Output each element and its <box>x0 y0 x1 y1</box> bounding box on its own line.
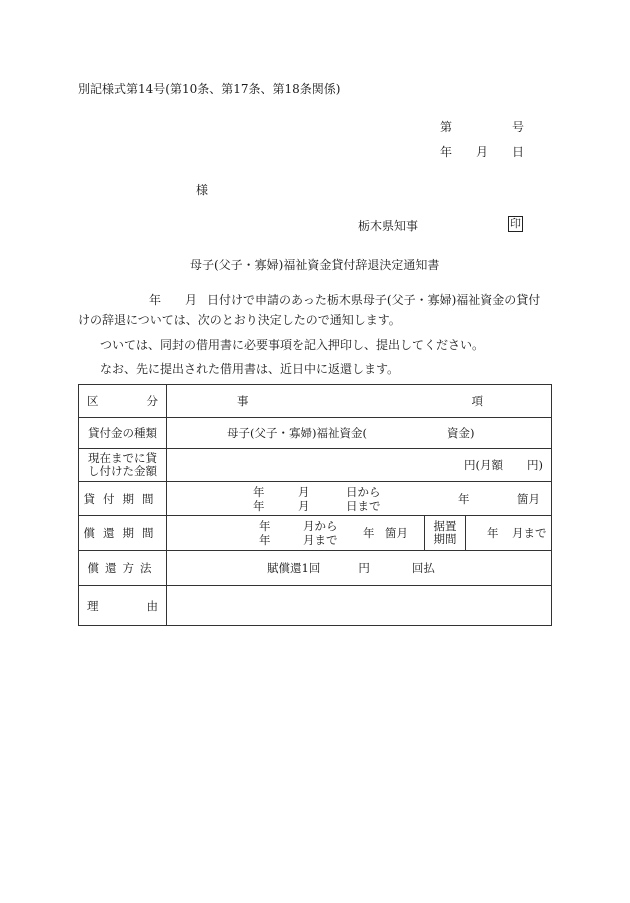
number-prefix: 第 <box>440 120 453 134</box>
label-repay-period: 償還期間 <box>79 516 167 551</box>
row-repay-method <box>79 551 552 586</box>
row-loan-type <box>79 418 552 449</box>
row-loan-period <box>79 482 552 516</box>
body-year: 年 <box>149 293 162 307</box>
row-repay-period <box>79 516 552 551</box>
body-para3: なお、先に提出された借用書は、近日中に返還します。 <box>100 362 400 376</box>
label-reason: 理 由 <box>79 586 167 626</box>
label-amount: 現在までに貸 し付けた金額 <box>79 449 167 482</box>
seal-mark: 印 <box>510 217 521 230</box>
decision-table <box>78 384 552 626</box>
date-year: 年 <box>440 145 453 159</box>
header-category: 区 分 <box>79 385 167 418</box>
value-repay-period: 年 月から 年 月まで 年 箇月 据置 期間 年 月まで <box>167 516 552 551</box>
body-para2: ついては、同封の借用書に必要事項を記入押印し、提出してください。 <box>100 338 485 352</box>
header-items: 事 項 <box>167 385 552 418</box>
value-repay-method: 賦償還1回 円 回払 <box>167 551 552 586</box>
value-reason <box>167 586 552 626</box>
value-amount: 円(月額 円) <box>167 449 552 482</box>
addressee-suffix: 様 <box>196 183 209 197</box>
deferment-label: 据置 期間 <box>424 516 466 550</box>
date-month: 月 <box>476 145 489 159</box>
label-loan-period: 貸付期間 <box>79 482 167 516</box>
row-reason <box>79 586 552 626</box>
body-para1-line2: けの辞退については、次のとおり決定したので通知します。 <box>78 313 401 327</box>
date-day: 日 <box>512 145 525 159</box>
row-amount <box>79 449 552 482</box>
label-repay-method: 償還方法 <box>79 551 167 586</box>
value-loan-type: 母子(父子・寡婦)福祉資金( 資金) <box>167 418 552 449</box>
issuer-name: 栃木県知事 <box>358 219 419 233</box>
document-title: 母子(父子・寡婦)福祉資金貸付辞退決定通知書 <box>190 258 440 272</box>
label-loan-type: 貸付金の種類 <box>79 418 167 449</box>
body-para1: 日付けで申請のあった栃木県母子(父子・寡婦)福祉資金の貸付 <box>207 293 541 307</box>
value-loan-period: 年 月 日から 年 月 日まで 年 箇月 <box>167 482 552 516</box>
form-reference: 別記様式第14号(第10条、第17条、第18条関係) <box>78 82 341 96</box>
body-month: 月 <box>185 293 198 307</box>
number-suffix: 号 <box>512 120 525 134</box>
table-header-row <box>79 385 552 418</box>
